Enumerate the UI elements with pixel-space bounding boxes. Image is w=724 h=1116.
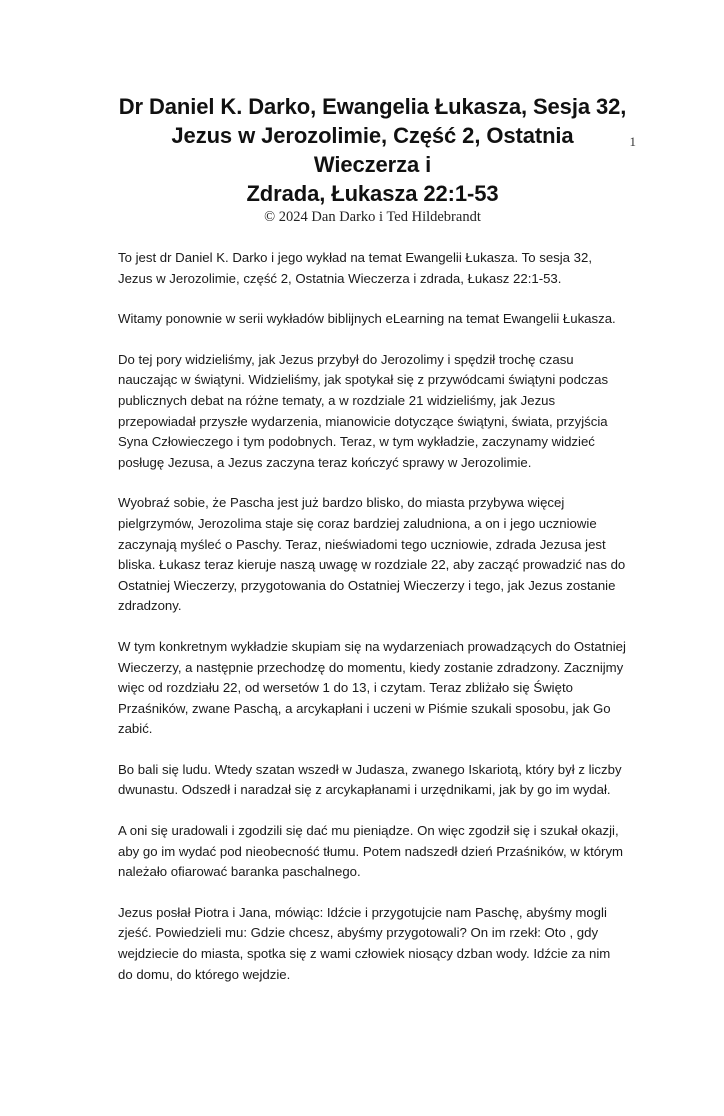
- paragraph: Bo bali się ludu. Wtedy szatan wszedł w Judasza, zwanego Iskariotą, który był z liczby dwunastu. Odszedł i naradzał się z arcykapłanami i urzędnikami, jak by go im wydał.: [118, 761, 622, 798]
- paragraph: Jezus posłał Piotra i Jana, mówiąc: Idźcie i przygotujcie nam Paschę, abyśmy mogli zjeść. Powiedzieli mu: Gdzie chcesz, abyśmy przygotowali? On im rzekł: Oto , gdy wejdziecie do miasta, spotka się z wami człowiek niosący dzban wody. Idźcie za nim do domu, do którego wejdzie.: [118, 904, 611, 982]
- paragraph: Wyobraź sobie, że Pascha jest już bardzo blisko, do miasta przybywa więcej pielgrzymów, Jerozolima staje się coraz bardziej zaludniona, a on i jego uczniowie zaczynają myśleć o Paschy. Teraz, nieświadomi tego uczniowie, zdrada Jezusa jest bliska. Łukasz teraz kieruje naszą uwagę w rozdziale 22, aby zacząć prowadzić nas do Ostatniej Wieczerzy, przygotowania do Ostatniej Wieczerzy i tego, jak Jezus zostanie zdradzony.: [118, 495, 626, 614]
- paragraph: Witamy ponownie w serii wykładów biblijnych eLearning na temat Ewangelii Łukasza.: [118, 311, 616, 327]
- page-number: 1: [629, 134, 636, 149]
- paragraph: W tym konkretnym wykładzie skupiam się na wydarzeniach prowadzących do Ostatniej Wieczerzy, a następnie przechodzę do momentu, kiedy zostanie zdradzony. Zacznijmy więc od rozdziału 22, od wersetów 1 do 13, i czytam. Teraz zbliżało się Święto Przaśników, zwane Paschą, a arcykapłani i uczeni w Piśmie szukali sposobu, jak Go zabić.: [118, 638, 626, 737]
- title-line-2: Jezus w Jerozolimie, Część 2, Ostatnia Wieczerza i: [171, 123, 574, 177]
- title-line-1: Dr Daniel K. Darko, Ewangelia Łukasza, Sesja 32,: [118, 94, 627, 119]
- paragraph: Do tej pory widzieliśmy, jak Jezus przybył do Jerozolimy i spędził trochę czasu nauczając w świątyni. Widzieliśmy, jak spotykał się z przywódcami świątyni podczas publicznych debat na różne tematy, a w rozdziale 21 widzieliśmy, jak Jezus przepowiadał przyszłe wydarzenia, mianowicie dotyczące świątyni, świata, przyjścia Syna Człowieczego i tym podobnych. Teraz, w tym wykładzie, zaczynamy widzieć posługę Jezusa, a Jezus zaczyna teraz kończyć sprawy w Jerozolimie.: [118, 351, 609, 470]
- document-title: [118, 92, 627, 208]
- paragraph: To jest dr Daniel K. Darko i jego wykład na temat Ewangelii Łukasza. To sesja 32, Jezus w Jerozolimie, część 2, Ostatnia Wieczerza i zdrada, Łukasz 22:1-53.: [118, 250, 593, 286]
- document-body: [118, 248, 627, 985]
- paragraph: A oni się uradowali i zgodzili się dać mu pieniądze. On więc zgodził się i szukał okazji, aby go im wydać pod nieobecność tłumu. Potem nadszedł dzień Przaśników, w którym należało ofiarować baranka paschalnego.: [118, 823, 624, 880]
- title-line-3: Zdrada, Łukasza 22:1-53: [246, 181, 499, 206]
- copyright-line: © 2024 Dan Darko i Ted Hildebrandt: [264, 209, 481, 225]
- document-page: [0, 92, 724, 1116]
